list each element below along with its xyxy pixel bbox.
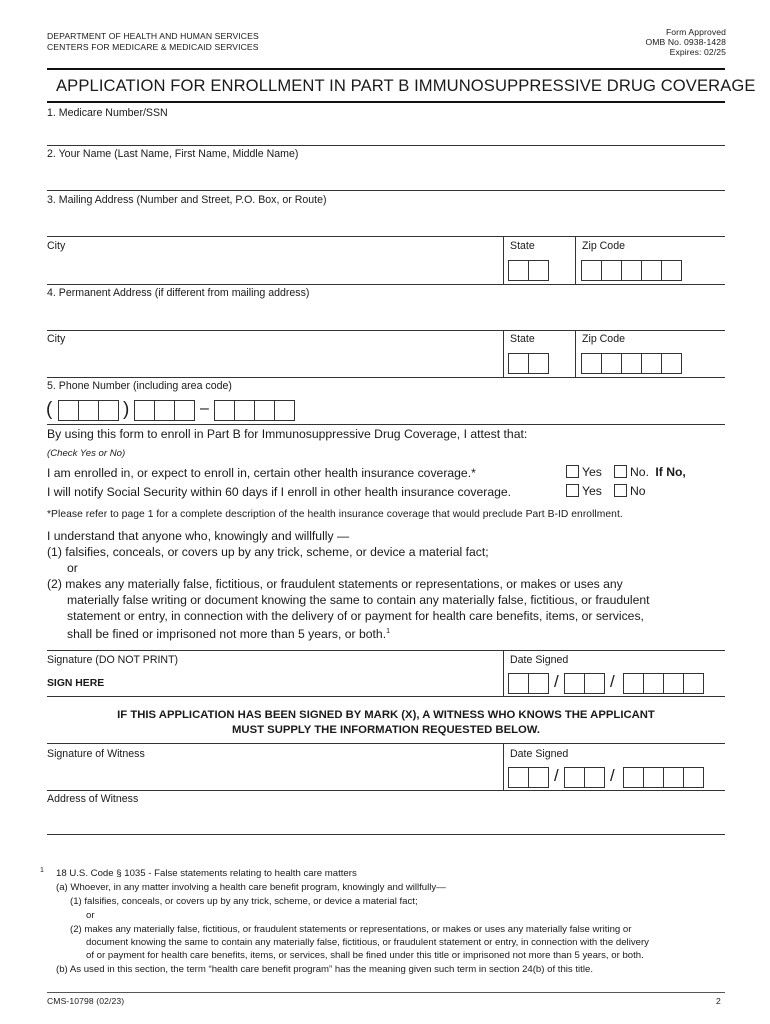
witness-signature-label: Signature of Witness (47, 748, 145, 760)
if-no-label: If No, (655, 465, 686, 479)
medicare-number-field[interactable] (47, 145, 725, 146)
q2-yes-checkbox[interactable] (566, 484, 579, 497)
zip-divider (575, 237, 576, 285)
question-notify-ssa: I will notify Social Security within 60 days if I enroll in other health insurance coverage. (47, 485, 512, 499)
form-title: APPLICATION FOR ENROLLMENT IN PART B IMMUNOSUPPRESSIVE DRUG COVERAGE (56, 76, 756, 95)
phone-prefix-input[interactable] (134, 400, 195, 421)
date-divider (503, 651, 504, 696)
date-slash: / (610, 672, 615, 691)
check-hint: (Check Yes or No) (47, 448, 126, 459)
date-slash: / (554, 766, 559, 785)
state-divider (503, 237, 504, 285)
city2-label: City (47, 333, 66, 345)
date-slash: / (554, 672, 559, 691)
mailing-address-label: 3. Mailing Address (Number and Street, P.O. Box, or Route) (47, 194, 327, 206)
date-signed-label: Date Signed (510, 654, 569, 666)
phone-dash: – (200, 400, 209, 417)
footnote-ref: 1 (386, 628, 390, 635)
attest-intro: By using this form to enroll in Part B for Immunosuppressive Drug Coverage, I attest that: (47, 427, 528, 441)
question-other-coverage: I am enrolled in, or expect to enroll in, certain other health insurance coverage.* (47, 466, 476, 480)
zip2-divider (575, 331, 576, 378)
page-number: 2 (716, 996, 721, 1006)
signature-bottom-rule (47, 696, 725, 697)
witness-bottom-rule (47, 834, 725, 835)
state-label: State (510, 240, 535, 252)
city-label: City (47, 240, 66, 252)
footnote-marker: 1 (40, 867, 44, 874)
name-field[interactable] (47, 190, 725, 191)
signature-top-rule (47, 650, 725, 651)
permanent-address-label: 4. Permanent Address (if different from mailing address) (47, 287, 310, 299)
date-slash: / (610, 766, 615, 785)
name-label: 2. Your Name (Last Name, First Name, Middle Name) (47, 148, 299, 160)
witness-date-divider (503, 744, 504, 790)
footnote: 18 U.S. Code § 1035 - False statements relating to health care matters (a) Whoever, in any matter involving a health care benefit program, knowingly and willfully— (1) falsifies, conceals, or covers up by any trick, scheme, or device a material fact; or (2) makes any materially false, fictitious, or fraudulent statements or representations, or makes or uses any materially false writing or document knowing the same to contain any materially false, fictitious, or fraudulent statement or entry, in connection with the delivery of or payment for health care benefits, items, or services, shall be fined under this title or imprisoned not more than 5 years, or both. (b) As used in this section, the term “health care benefit program” has the meaning given such term in section 24(b) of this title. (56, 868, 649, 975)
header-rule (47, 68, 725, 70)
witness-signature-field[interactable] (47, 762, 503, 790)
signature-label: Signature (DO NOT PRINT) (47, 654, 179, 666)
phone-label: 5. Phone Number (including area code) (47, 380, 232, 392)
witness-address-label: Address of Witness (47, 793, 139, 805)
phone-open-paren: ( (46, 399, 53, 420)
form-approval: Form Approved OMB No. 0938-1428 Expires: 02/25 (645, 27, 726, 57)
witness-mid-rule (47, 790, 725, 791)
state2-divider (503, 331, 504, 378)
zip2-label: Zip Code (582, 333, 625, 345)
zip-label: Zip Code (582, 240, 625, 252)
q1-no-option[interactable]: No. If No, (614, 465, 686, 479)
zip-input[interactable] (581, 260, 682, 281)
witness-top-rule (47, 743, 725, 744)
q1-no-checkbox[interactable] (614, 465, 627, 478)
permanent-address-field[interactable] (47, 330, 725, 331)
city-row-rule (47, 284, 725, 285)
q1-yes-option[interactable]: Yes (566, 465, 602, 479)
phone-close-paren: ) (123, 399, 130, 420)
witness-date-label: Date Signed (510, 748, 569, 760)
city2-row-rule (47, 377, 725, 378)
witness-notice: IF THIS APPLICATION HAS BEEN SIGNED BY MARK (X), A WITNESS WHO KNOWS THE APPLICANT MUST SUPPLY THE INFORMATION REQUESTED BELOW. (117, 709, 655, 736)
state2-label: State (510, 333, 535, 345)
footer-rule (47, 992, 725, 993)
form-number: CMS-10798 (02/23) (47, 996, 125, 1006)
sign-here-label: SIGN HERE (47, 678, 105, 689)
phone-row-rule (47, 424, 725, 425)
title-rule (47, 101, 725, 103)
zip2-input[interactable] (581, 353, 682, 374)
signature-field[interactable] (47, 668, 503, 695)
coverage-note: *Please refer to page 1 for a complete description of the health insurance coverage that would preclude Part B-ID enrollment. (47, 509, 623, 520)
mailing-address-field[interactable] (47, 236, 725, 237)
q2-no-checkbox[interactable] (614, 484, 627, 497)
false-statement-warning: I understand that anyone who, knowingly and willfully — (1) falsifies, conceals, or covers up by any trick, scheme, or device a material fact; or (2) makes any materially false, fictitious, or fraudulent statements or representations, or makes or uses any materially false writing or document knowing the same to contain any materially false, fictitious, or fraudulent statement or entry, in connection with the delivery of or payment for health care benefits, items, or services, shall be fined or imprisoned not more than 5 years, or both.$^1$ (47, 529, 650, 642)
q1-yes-checkbox[interactable] (566, 465, 579, 478)
medicare-number-label: 1. Medicare Number/SSN (47, 107, 168, 119)
area-code-input[interactable] (58, 400, 119, 421)
department-name: DEPARTMENT OF HEALTH AND HUMAN SERVICES CENTERS FOR MEDICARE & MEDICAID SERVICES (47, 31, 259, 52)
q2-no-option[interactable]: No (614, 484, 646, 498)
q2-yes-option[interactable]: Yes (566, 484, 602, 498)
witness-address-field[interactable] (47, 806, 725, 834)
